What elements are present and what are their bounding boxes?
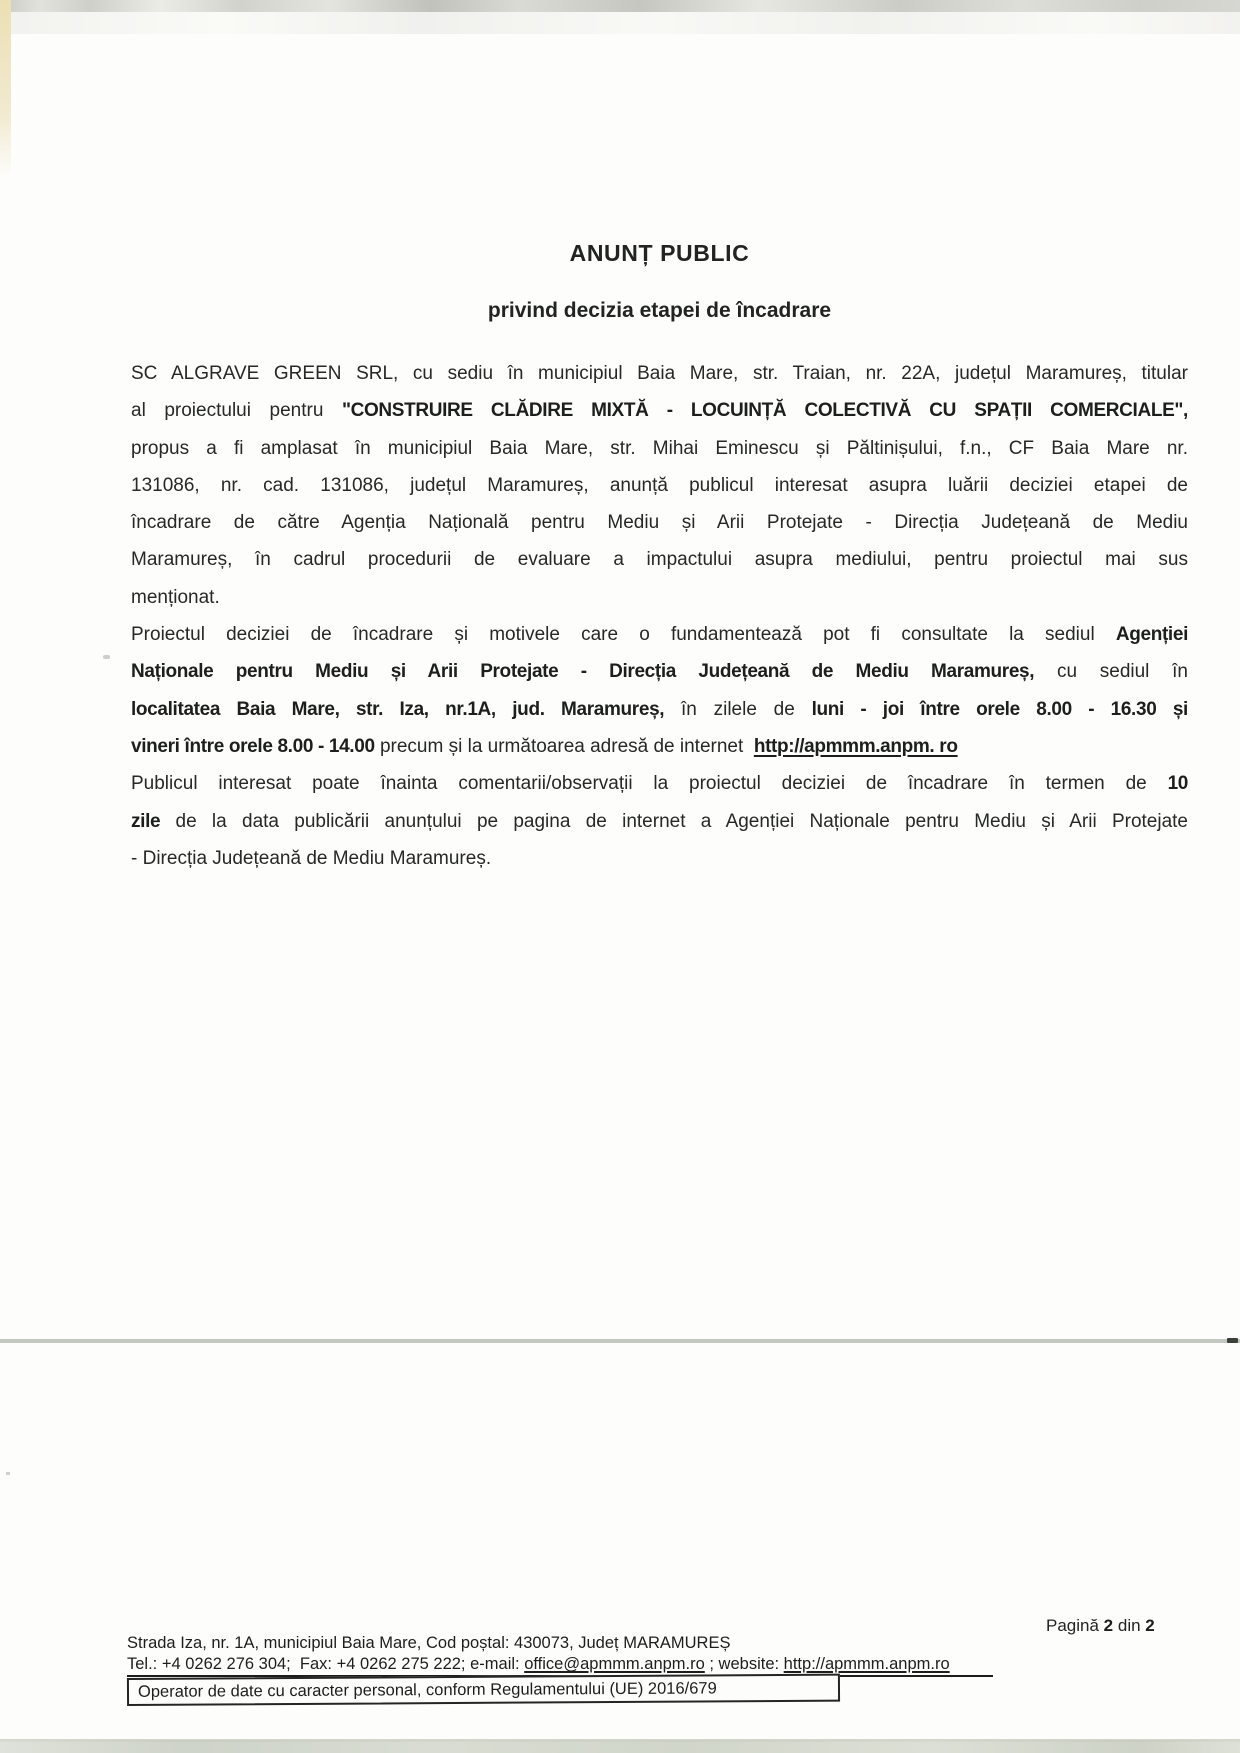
text-segment: menționat. xyxy=(131,586,220,608)
text-line xyxy=(131,579,1188,616)
document-subtitle: privind decizia etapei de încadrare xyxy=(487,299,832,322)
underlined-text: office@apmmm.anpm.ro xyxy=(524,1655,705,1673)
text-segment: încadrare de către Agenția Națională pentru Mediu și Arii Protejate - Direcția Județeană de Mediu xyxy=(131,512,1188,534)
scan-artifact-top-noise xyxy=(0,12,1240,34)
text-line xyxy=(131,504,1188,541)
text-segment: vineri între orele 8.00 - 14.00 xyxy=(131,735,375,757)
gdpr-notice-box xyxy=(127,1674,840,1706)
scan-artifact-top-edge xyxy=(0,0,1240,12)
text-segment: în zilele de xyxy=(664,698,812,720)
text-line xyxy=(131,765,1188,802)
announcement-body xyxy=(131,355,1188,877)
scan-artifact-margin-dot xyxy=(6,1472,10,1475)
document-title: ANUNȚ PUBLIC xyxy=(569,240,750,266)
footer-contact-line xyxy=(127,1654,993,1675)
text-line xyxy=(131,541,1188,578)
text-segment: "CONSTRUIRE CLĂDIRE MIXTĂ - LOCUINȚĂ COLECTIVĂ CU SPAȚII COMERCIALE", xyxy=(341,400,1188,422)
text-segment: Tel.: +4 0262 276 304; Fax: +4 0262 275 222; e-mail: xyxy=(127,1655,525,1673)
underlined-text: http://apmmm.anpm.ro xyxy=(783,1655,950,1673)
scan-artifact-margin-dash xyxy=(103,655,110,659)
page-number xyxy=(1046,1616,1155,1636)
text-segment: din xyxy=(1113,1616,1146,1635)
text-line xyxy=(131,355,1188,392)
text-segment: cu sediul în xyxy=(1034,661,1188,683)
underlined-text: http://apmmm.anpm. ro xyxy=(753,735,958,757)
text-segment: SC ALGRAVE GREEN SRL, cu sediu în municipiul Baia Mare, str. Traian, nr. 22A, județul Maramureș, titular xyxy=(131,363,1188,384)
text-line xyxy=(131,392,1188,429)
text-segment: Pagină xyxy=(1046,1616,1104,1635)
scan-artifact-bottom-edge xyxy=(0,1740,1240,1753)
text-segment: Proiectul deciziei de încadrare și motivele care o fundamentează pot fi consultate la sediul xyxy=(131,624,1116,646)
footer-address-line: Strada Iza, nr. 1A, municipiul Baia Mare, Cod poștal: 430073, Județ MARAMUREȘ xyxy=(127,1634,731,1652)
footer-address-block xyxy=(127,1633,993,1677)
page-divider-line xyxy=(0,1339,1240,1343)
text-segment: Naționale pentru Mediu și Arii Protejate - Direcția Județeană de Mediu Maramureș, xyxy=(131,661,1035,683)
gdpr-notice-text: Operator de date cu caracter personal, conform Regulamentului (UE) 2016/679 xyxy=(137,1679,717,1701)
text-line xyxy=(131,653,1188,690)
text-line xyxy=(131,840,1188,877)
text-segment: Publicul interesat poate înainta comentarii/observații la proiectul deciziei de încadrare în termen de xyxy=(131,773,1168,795)
text-segment: 131086, nr. cad. 131086, județul Maramureș, anunță publicul interesat asupra luării deciziei etapei de xyxy=(131,474,1188,496)
text-line xyxy=(131,467,1188,504)
text-line xyxy=(131,691,1188,728)
text-segment: al proiectului pentru xyxy=(131,400,342,422)
text-segment: 2 xyxy=(1103,1616,1114,1635)
text-line xyxy=(131,728,1188,765)
text-segment: de la data publicării anunțului pe pagina de internet a Agenției Naționale pentru Mediu și Arii Protejate xyxy=(160,810,1188,832)
text-segment: Agenției xyxy=(1115,624,1188,646)
text-line xyxy=(131,430,1188,467)
text-segment: zile xyxy=(131,810,161,832)
text-line xyxy=(131,616,1188,653)
text-segment: 10 xyxy=(1167,773,1188,795)
text-segment: - Direcția Județeană de Mediu Maramureș. xyxy=(131,847,492,869)
text-line xyxy=(131,803,1188,840)
text-segment: localitatea Baia Mare, str. Iza, nr.1A, jud. Maramureș, xyxy=(131,698,665,720)
text-segment: propus a fi amplasat în municipiul Baia Mare, str. Mihai Eminescu și Păltinișului, f.n., CF Baia Mare nr. xyxy=(131,437,1188,459)
text-segment: Maramureș, în cadrul procedurii de evaluare a impactului asupra mediului, pentru proiectul mai sus xyxy=(131,549,1188,571)
page-divider-line-tip xyxy=(1227,1338,1238,1343)
text-segment: 2 xyxy=(1145,1616,1155,1635)
text-segment: luni - joi între orele 8.00 - 16.30 și xyxy=(811,698,1188,720)
text-segment: ; website: xyxy=(704,1655,784,1673)
scan-artifact-corner-strip xyxy=(0,0,11,178)
text-segment: precum și la următoarea adresă de internet xyxy=(374,735,754,757)
